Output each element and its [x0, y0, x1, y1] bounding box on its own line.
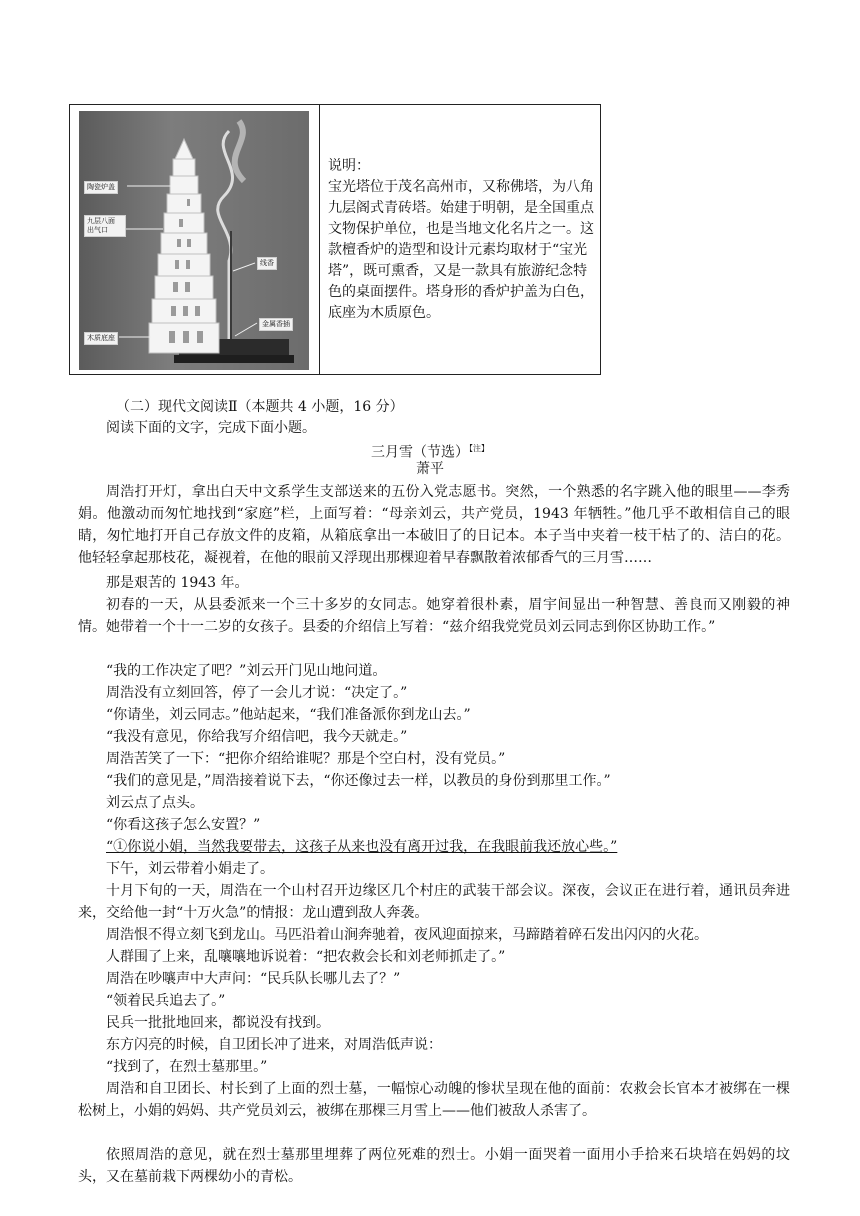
caption-title: 说明： — [328, 158, 370, 174]
article-author: 萧平 — [416, 461, 444, 477]
paragraph: 周浩没有立刻回答，停了一会儿才说：“决定了。” — [106, 685, 408, 701]
figure-table — [69, 104, 601, 375]
paragraph: 周浩打开灯，拿出白天中文系学生支部送来的五份入党志愿书。突然，一个熟悉的名字跳入他的眼里——李秀娟。他激动而匆忙地找到“家庭”栏，上面写着：“母亲刘云，共产党员，1943 年牺牲。”他几乎不敢相信自己的眼睛，匆忙地打开自己存放文件的皮箱，从箱底拿出一本破旧了的日记本。本子当中夹着一枝干枯了的、洁白的花。他轻轻拿起那枝花，凝视着，在他的眼前又浮现出那棵迎着早春飘散着浓郁香气的三月雪…… — [78, 484, 790, 566]
title-note: 【注】 — [469, 444, 489, 453]
pagoda-incense-burner-photo — [79, 111, 309, 370]
paragraph: 十月下旬的一天，周浩在一个山村召开边缘区几个村庄的武装干部会议。深夜，会议正在进行着，通讯员奔进来，交给他一封“十万火急”的情报：龙山遭到敌人奔袭。 — [78, 883, 790, 921]
paragraph: “我的工作决定了吧？”刘云开门见山地问道。 — [106, 663, 387, 679]
paragraph: “我没有意见，你给我写介绍信吧，我今天就走。” — [106, 729, 408, 745]
figure-caption — [328, 156, 596, 324]
paragraph: 周浩在吵嚷声中大声问：“民兵队长哪儿去了？” — [106, 971, 401, 987]
section-instruction: 阅读下面的文字，完成下面小题。 — [106, 420, 316, 436]
label-cover: 陶瓷炉盖 — [84, 181, 118, 194]
table-divider — [319, 105, 320, 374]
paragraph: “我们的意见是，”周浩接着说下去，“你还像过去一样，以教员的身份到那里工作。” — [106, 773, 611, 789]
section-heading: （二）现代文阅读Ⅱ（本题共 4 小题，16 分） — [116, 399, 404, 415]
underlined-sentence-1: “①你说小娟，当然我要带去，这孩子从来也没有离开过我，在我眼前我还放心些。” — [106, 839, 618, 855]
paragraph: 依照周浩的意见，就在烈士墓那里埋葬了两位死难的烈士。小娟一面哭着一面用小手拾来石块培在妈妈的坟头，又在墓前栽下两棵幼小的青松。 — [78, 1147, 790, 1185]
paragraph: 周浩苦笑了一下：“把你介绍给谁呢？那是个空白村，没有党员。” — [106, 751, 506, 767]
paragraph: 下午，刘云带着小娟走了。 — [106, 861, 274, 877]
paragraph: 东方闪亮的时候，自卫团长冲了进来，对周浩低声说： — [106, 1037, 442, 1053]
title-text: 三月雪（节选） — [371, 444, 469, 461]
label-holder: 金属香插 — [259, 318, 293, 331]
caption-body: 宝光塔位于茂名高州市，又称佛塔，为八角九层阁式青砖塔。始建于明朝，是全国重点文物保护单位，也是当地文化名片之一。这款檀香炉的造型和设计元素均取材于“宝光塔”，既可熏香，又是一款具有旅游纪念特色的桌面摆件。塔身形的香炉护盖为白色，底座为木质原色。 — [328, 179, 594, 321]
paragraph: 人群围了上来，乱嚷嚷地诉说着：“把农救会长和刘老师抓走了。” — [106, 949, 506, 965]
paragraph: “你看这孩子怎么安置？” — [106, 817, 261, 833]
paragraph: 那是艰苦的 1943 年。 — [106, 575, 249, 591]
paragraph: “找到了，在烈士墓那里。” — [106, 1059, 268, 1075]
paragraph: 周浩和自卫团长、村长到了上面的烈士墓，一幅惊心动魄的惨状呈现在他的面前：农救会长官本才被绑在一棵松树上，小娟的妈妈、共产党员刘云，被绑在那棵三月雪上——他们被敌人杀害了。 — [78, 1081, 790, 1119]
paragraph: 周浩恨不得立刻飞到龙山。马匹沿着山涧奔驰着，夜风迎面掠来，马蹄踏着碎石发出闪闪的火花。 — [106, 927, 708, 943]
label-vent: 九层八面 出气口 — [84, 215, 126, 237]
label-incense: 线香 — [257, 257, 277, 270]
paragraph: “你请坐，刘云同志。”他站起来，“我们准备派你到龙山去。” — [106, 707, 471, 723]
label-base: 木质底座 — [84, 332, 118, 345]
paragraph: 刘云点了点头。 — [106, 795, 204, 811]
paragraph: 初春的一天，从县委派来一个三十多岁的女同志。她穿着很朴素，眉宇间显出一种智慧、善良而又刚毅的神情。她带着一个十一二岁的女孩子。县委的介绍信上写着：“兹介绍我党党员刘云同志到你区协助工作。” — [78, 597, 790, 635]
paragraph: “领着民兵追去了。” — [106, 993, 226, 1009]
paragraph: 民兵一批批地回来，都说没有找到。 — [106, 1015, 330, 1031]
